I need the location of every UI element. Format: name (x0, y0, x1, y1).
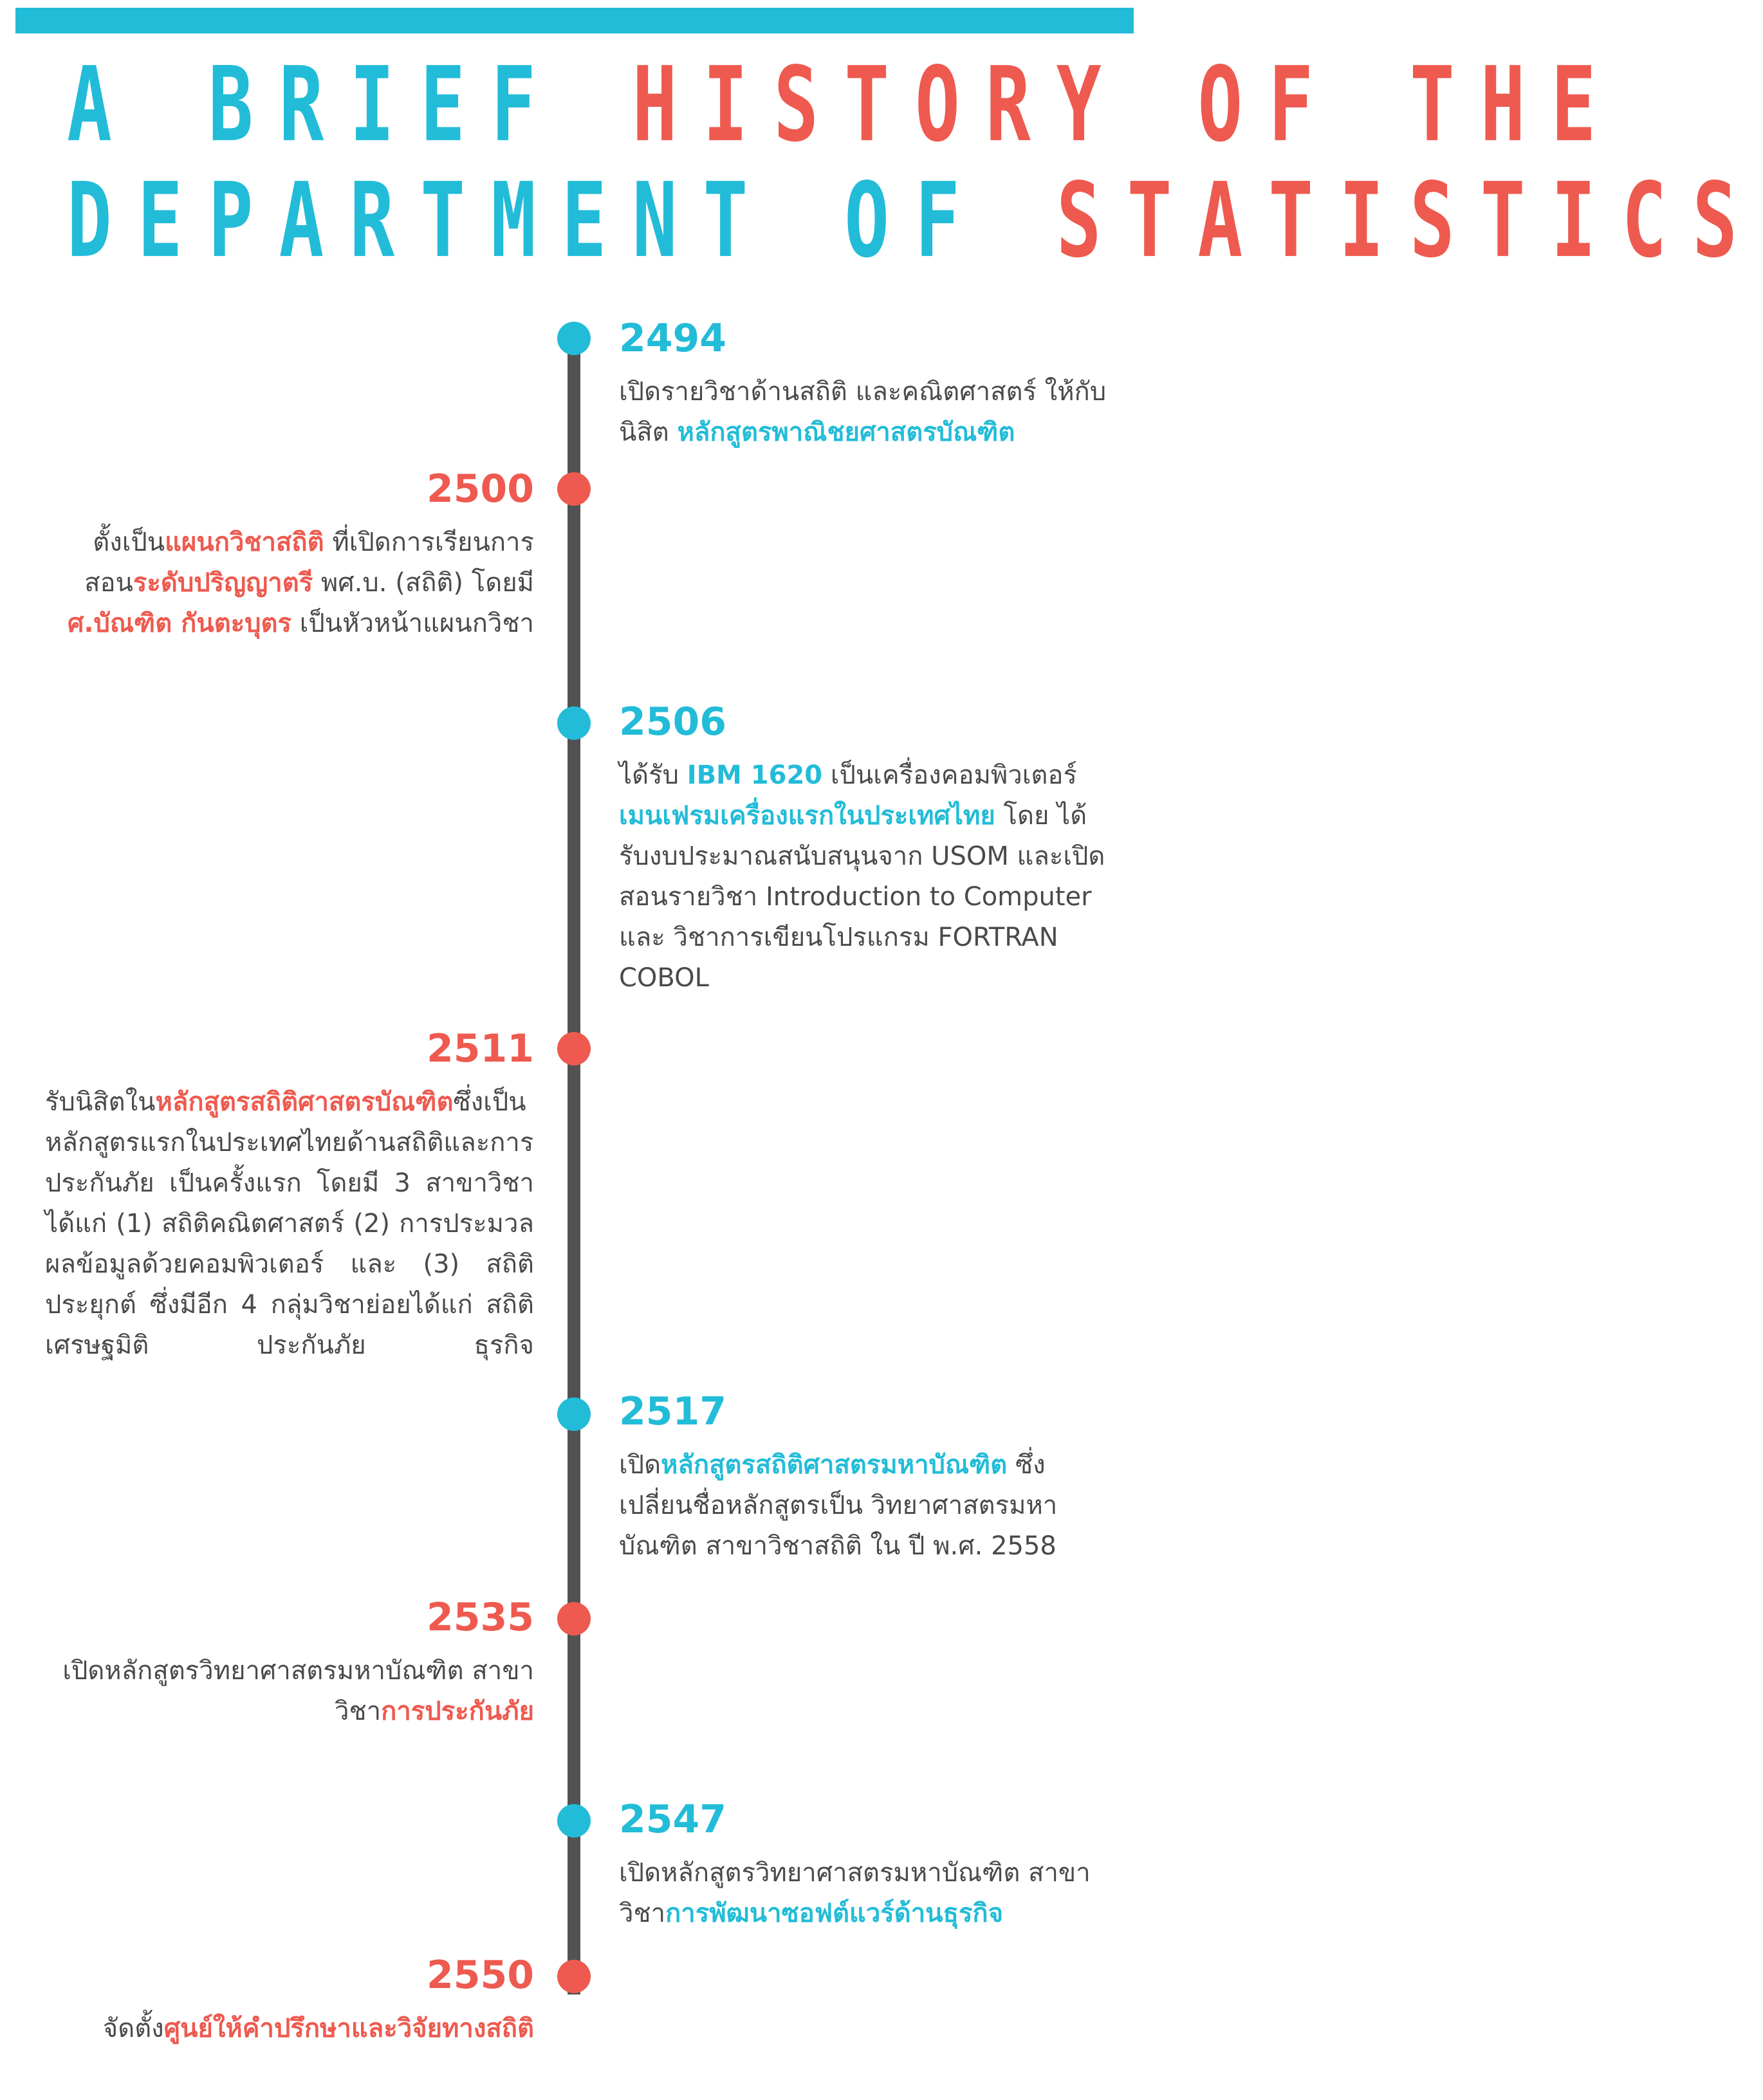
entry-description (619, 372, 1108, 453)
desc-text: เปิด (619, 1450, 661, 1480)
entry-description (619, 1445, 1108, 1567)
desc-highlight: หลักสูตรสถิติศาสตรมหาบัณฑิต (661, 1450, 1008, 1480)
desc-text: เปิดหลักสูตรวิทยาศาสตรมหาบัณฑิต สาขาวิชา (619, 1858, 1091, 1928)
desc-highlight: หลักสูตรสถิติศาสตรบัณฑิต (155, 1087, 454, 1117)
timeline-entry-2511 (45, 1026, 534, 1366)
desc-highlight: ระดับปริญญาตรี (133, 568, 313, 598)
entry-year: 2550 (427, 1953, 534, 1998)
timeline-dot-2535 (557, 1602, 591, 1635)
entry-description (45, 522, 534, 644)
page-title-line-1 (67, 45, 1622, 165)
entry-year: 2500 (427, 466, 534, 511)
desc-text: ตั้งเป็น (93, 528, 165, 557)
desc-text: รับนิสิตใน (45, 1087, 156, 1117)
desc-highlight: การพัฒนาซอฟต์แวร์ด้านธุรกิจ (665, 1899, 1004, 1928)
timeline-dot-2547 (557, 1804, 591, 1838)
desc-text: ที่เปิดการเรียนการสอน (84, 528, 534, 598)
desc-highlight: การประกันภัย (381, 1697, 534, 1726)
desc-text: เป็นเครื่องคอมพิวเตอร์ (822, 760, 1077, 790)
desc-highlight: ศ.บัณฑิต กันตะบุตร (67, 609, 292, 638)
title-segment: A BRIEF (67, 45, 632, 165)
entry-year: 2511 (427, 1026, 534, 1071)
timeline-dot-2511 (557, 1032, 591, 1065)
desc-text: เปิดหลักสูตรวิทยาศาสตรมหาบัณฑิต สาขาวิชา (62, 1656, 534, 1726)
desc-highlight: หลักสูตรพาณิชยศาสตรบัณฑิต (677, 418, 1015, 447)
page-title-line-2 (67, 161, 1763, 281)
desc-text: ได้รับ (619, 760, 687, 790)
timeline-dot-2500 (557, 472, 591, 506)
entry-year: 2535 (427, 1595, 534, 1640)
desc-highlight: แผนกวิชาสถิติ (165, 528, 324, 557)
desc-text: โดย ได้รับงบประมาณสนับสนุนจาก USOM และเปิดสอนรายวิชา Introduction to Computer และ วิชาการเขียนโปรแกรม FORTRAN COBOL (619, 801, 1105, 993)
entry-year: 2494 (619, 316, 726, 361)
entry-description (619, 1853, 1108, 1934)
title-segment-highlight: STATISTICS (1056, 161, 1763, 281)
entry-year: 2517 (619, 1389, 726, 1434)
title-segment: DEPARTMENT OF (67, 161, 1057, 281)
entry-description (45, 1651, 534, 1732)
timeline-entry-2500 (45, 466, 534, 644)
desc-text: เปิดรายวิชาด้านสถิติ และคณิตศาสตร์ ให้กับนิสิต (619, 377, 1107, 447)
timeline-line (568, 335, 580, 1994)
entry-description (45, 2009, 534, 2049)
desc-text: พศ.บ. (สถิติ) โดยมี (313, 568, 534, 598)
timeline-entry-2547 (619, 1797, 1108, 1934)
entry-description (619, 755, 1108, 999)
timeline-dot-2550 (557, 1960, 591, 1993)
title-segment-highlight: HISTORY OF THE (632, 45, 1622, 165)
desc-text: จัดตั้ง (102, 2014, 164, 2043)
timeline-entry-2550 (45, 1953, 534, 2049)
desc-highlight: IBM 1620 (687, 760, 823, 790)
timeline-dot-2494 (557, 322, 591, 355)
timeline-entry-2494 (619, 316, 1108, 453)
desc-text: ซึ่งเปลี่ยนชื่อหลักสูตรเป็น วิทยาศาสตรมหาบัณฑิต สาขาวิชาสถิติ ใน ปี พ.ศ. 2558 (619, 1450, 1058, 1561)
desc-text: ซึ่งเป็นหลักสูตรแรกในประเทศไทยด้านสถิติและการประกันภัย เป็นครั้งแรก โดยมี 3 สาขาวิชา ได้แก่ (1) สถิติคณิตศาสตร์ (2) การประมวลผลข้อมูลด้วยคอมพิวเตอร์ และ (3) สถิติประยุกต์ ซึ่งมีอีก 4 กลุ่มวิชาย่อยได้แก่ สถิติ เศรษฐมิติ ประกันภัย ธุรกิจ (45, 1087, 534, 1360)
timeline-entry-2535 (45, 1595, 534, 1732)
entry-description (45, 1082, 534, 1366)
timeline-entry-2506 (619, 699, 1108, 999)
entry-year: 2506 (619, 699, 726, 744)
timeline-dot-2517 (557, 1397, 591, 1431)
entry-year: 2547 (619, 1797, 726, 1842)
timeline-entry-2517 (619, 1389, 1108, 1567)
top-accent-bar (15, 8, 1134, 33)
desc-highlight: ศูนย์ให้คำปรึกษาและวิจัยทางสถิติ (163, 2014, 534, 2043)
desc-text: เป็นหัวหน้าแผนกวิชา (291, 609, 534, 638)
timeline-dot-2506 (557, 706, 591, 740)
desc-highlight: เมนเฟรมเครื่องแรกในประเทศไทย (619, 801, 995, 831)
